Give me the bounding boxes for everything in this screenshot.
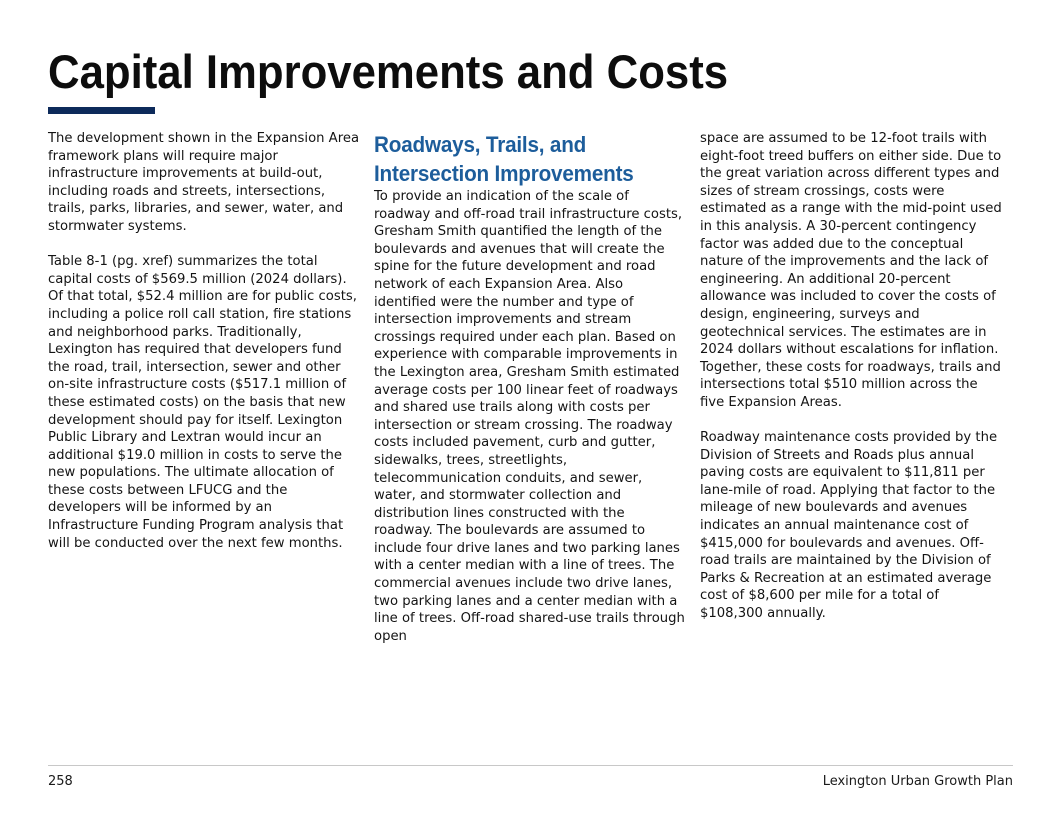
roadways-paragraph: To provide an indication of the scale of roadway and off-road trail infrastructure costs, Gresham Smith quantified the length of the boulevards and avenues that will create the spine for the future development and road network of each Expansion Area. Also identified were the number and type of intersection improvements and stream crossings required under each plan. Based on experience with comparable improvements in the Lexington area, Gresham Smith estimated average costs per 100 linear feet of roadways and shared use trails along with costs per intersection or stream crossing. The roadway costs included pavement, curb and gutter, sidewalks, trees, streetlights, telecommunication conduits, and sewer, water, and stormwater collection and distribution lines constructed with the roadway. The boulevards are assumed to include four drive lanes and two parking lanes with a center median with a line of trees. The commercial avenues include two drive lanes, two parking lanes and a center median with a line of trees. Off-road shared-use trails through open	[374, 189, 685, 644]
column-1	[48, 130, 360, 552]
intro-paragraph: The development shown in the Expansion Area framework plans will require major infrastructure improvements at build-out, including roads and streets, intersections, trails, parks, libraries, and sewer, water, and stormwater systems.	[48, 131, 360, 234]
page-number: 258	[48, 774, 73, 789]
section-heading	[374, 130, 667, 188]
trails-continued-paragraph: space are assumed to be 12-foot trails with eight-foot treed buffers on either side. Due to the great variation across different types and sizes of stream crossings, costs were estimated as a range with the mid-point used in this analysis. A 30-percent contingency factor was added due to the conceptual nature of the improvements and the lack of engineering. An additional 20-percent allowance was included to cover the costs of design, engineering, surveys and geotechnical services. The estimates are in 2024 dollars without escalations for inflation. Together, these costs for roadways, trails and intersections total $510 million across the five Expansion Areas.	[700, 131, 1002, 410]
page-title: Capital Improvements and Costs	[48, 45, 729, 98]
column-3	[700, 130, 1004, 623]
document-title: Lexington Urban Growth Plan	[822, 774, 1013, 789]
title-underline	[48, 107, 155, 114]
costs-paragraph: Table 8-1 (pg. xref) summarizes the total capital costs of $569.5 million (2024 dollars). Of that total, $52.4 million are for public costs, including a police roll call station, fire stations and neighborhood parks. Traditionally, Lexington has required that developers fund the road, trail, intersection, sewer and other on-site infrastructure costs ($517.1 million of these estimated costs) on the basis that new development should pay for itself. Lexington Public Library and Lextran would incur an additional $19.0 million in costs to serve the new populations. The ultimate allocation of these costs between LFUCG and the developers will be informed by an Infrastructure Funding Program analysis that will be conducted over the next few months.	[48, 254, 357, 551]
column-2	[374, 130, 686, 645]
section-heading-line-1: Roadways, Trails, and	[374, 132, 587, 157]
section-heading-line-2: Intersection Improvements	[374, 161, 634, 186]
maintenance-paragraph: Roadway maintenance costs provided by the Division of Streets and Roads plus annual paving costs are equivalent to $11,811 per lane-mile of road. Applying that factor to the mileage of new boulevards and avenues indicates an annual maintenance cost of $415,000 for boulevards and avenues. Off-road trails are maintained by the Division of Parks & Recreation at an estimated average cost of $8,600 per mile for a total of $108,300 annually.	[700, 430, 998, 622]
footer-divider	[48, 765, 1013, 766]
